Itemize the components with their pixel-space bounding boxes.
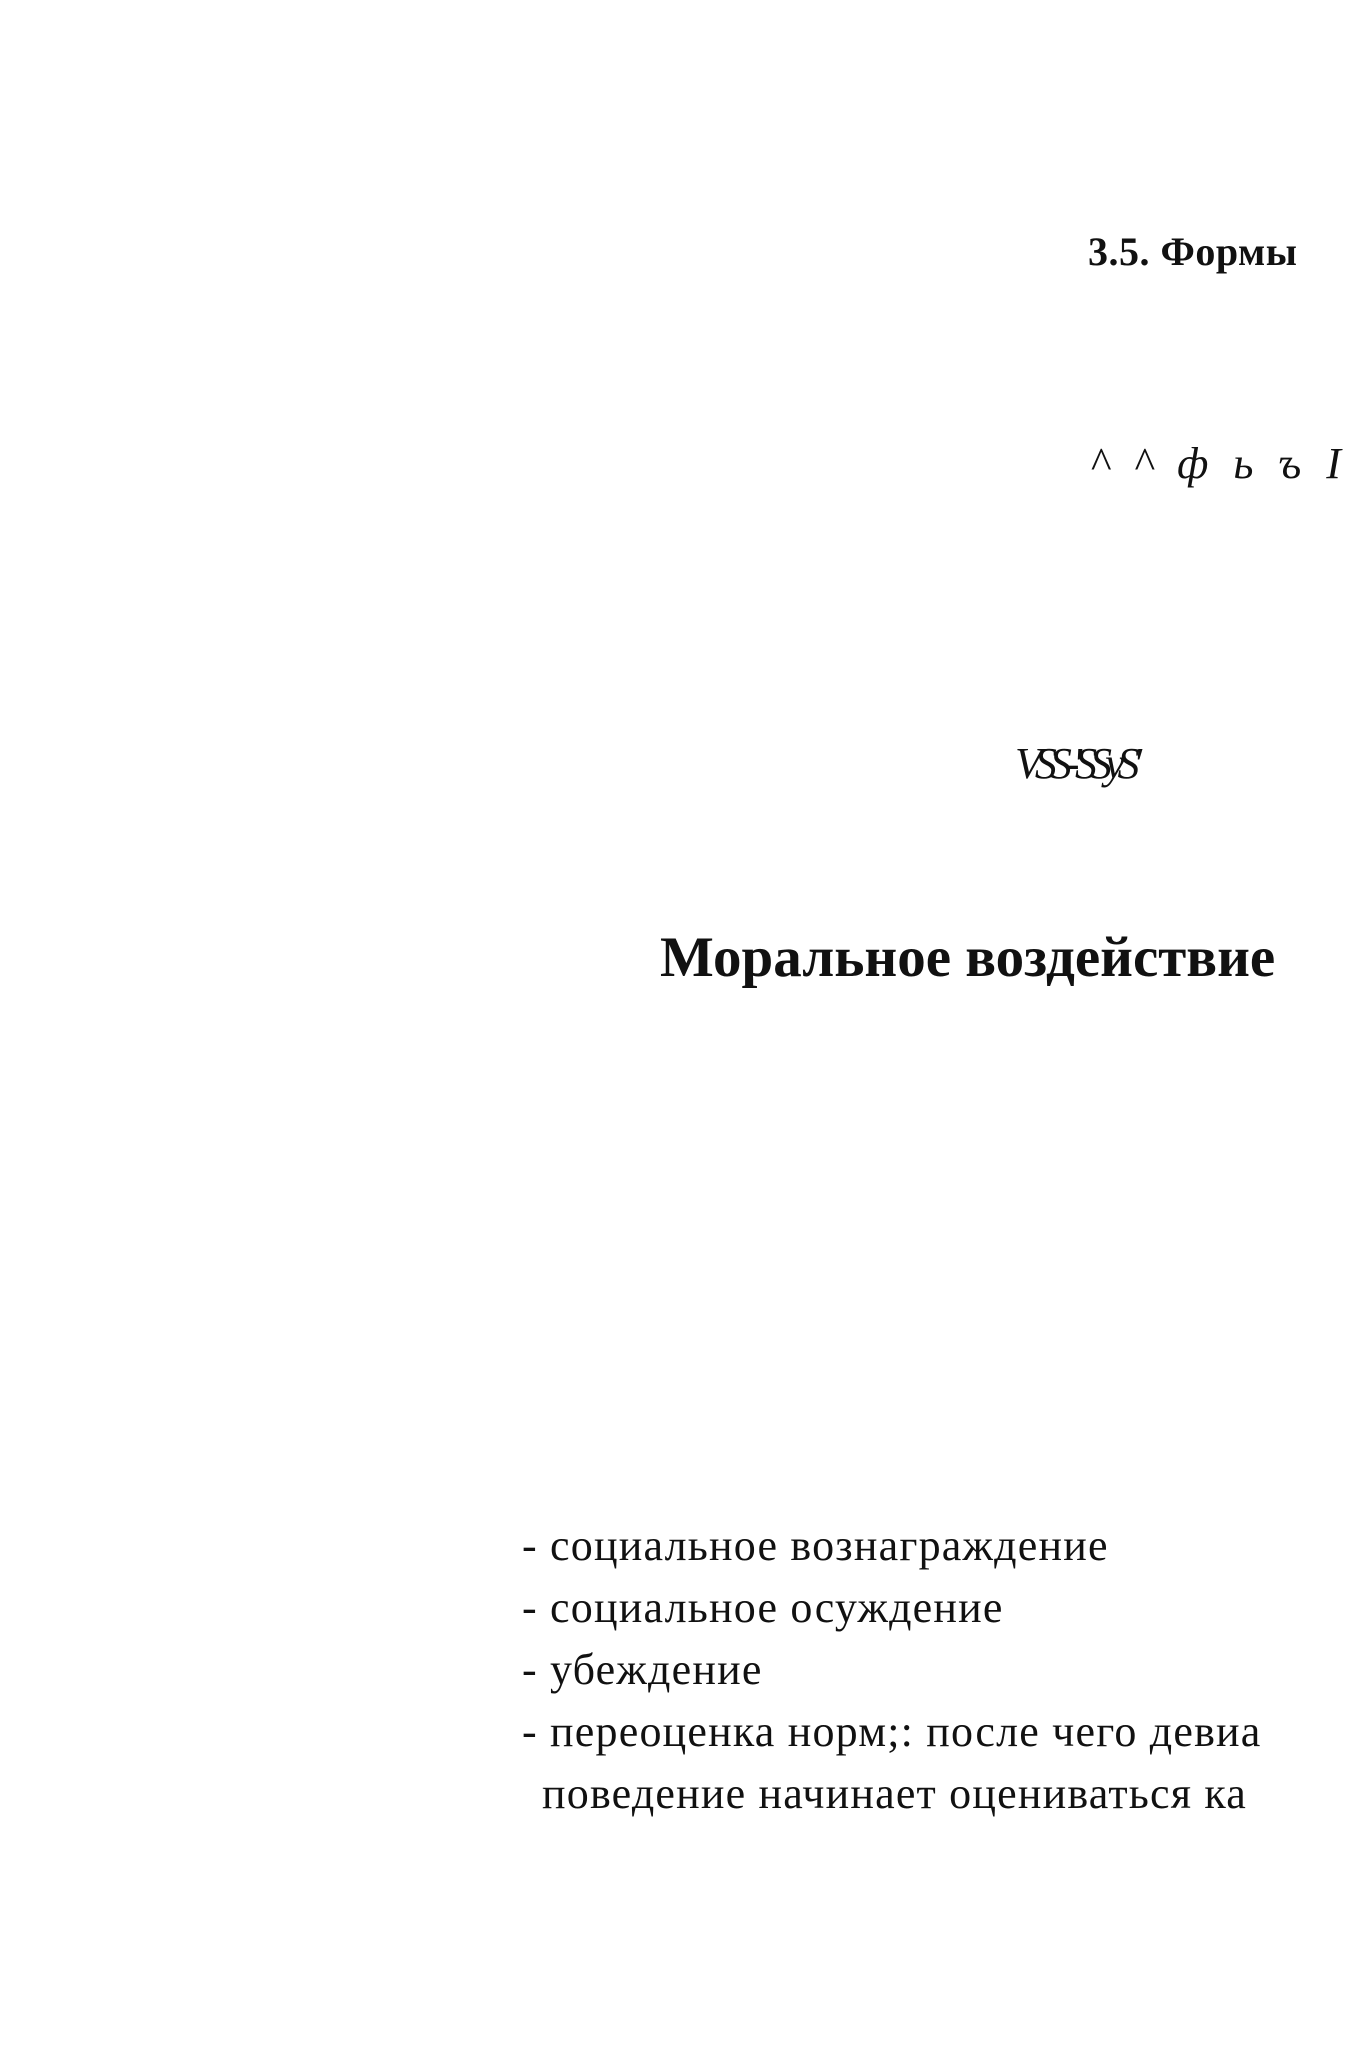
list-item: - убеждение: [522, 1645, 763, 1694]
section-title: 3.5. Формы: [1088, 229, 1298, 274]
list-item: - переоценка норм;: после чего девиа: [522, 1707, 1262, 1756]
methods-list: [522, 1515, 1262, 1825]
list-item-continuation: поведение начинает оцениваться ка: [542, 1769, 1248, 1818]
list-item: - социальное осуждение: [522, 1583, 1004, 1632]
list-item: - социальное вознаграждение: [522, 1521, 1109, 1570]
garbled-text-line: VSS-'SSyS': [1015, 739, 1135, 788]
main-heading: Моральное воздействие: [660, 926, 1276, 989]
garbled-text-line: ^ ^ ф ь ъ І: [1090, 439, 1341, 488]
